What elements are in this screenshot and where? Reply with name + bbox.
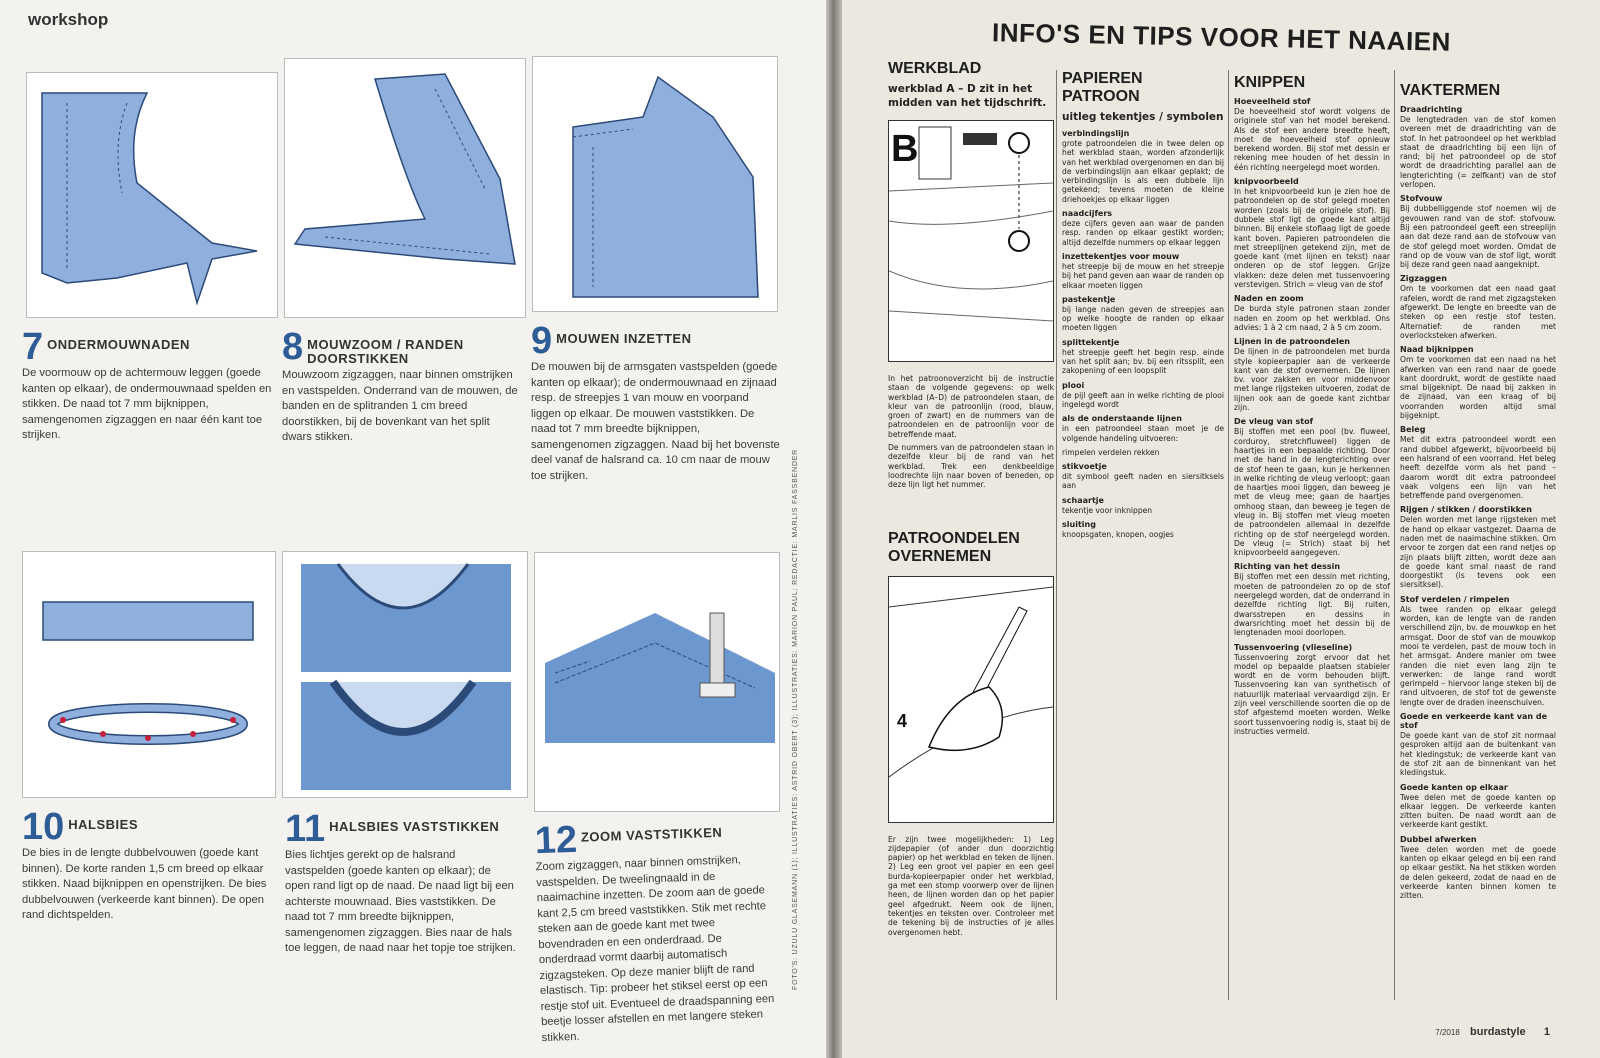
step-title: HALSBIES	[68, 817, 139, 832]
page-footer	[1435, 1026, 1558, 1038]
term-text: Twee delen worden met de goede kanten op elkaar gelegd en bij een rand op elkaar gestikt. Na het stikken worden de delen gekeerd, zodat de naad en de verkeerde kanten binnen komen te zitten.	[1400, 844, 1556, 901]
knippen-item-text: Bij stoffen met een pool (bv. fluweel, corduroy, stretchfluweel) liggen de haartjes in een bepaalde richting. Door met de hand in de lengterichting over de stof heen te gaan, kun je herkennen in welke richting de vleug verloopt: gaan de haartjes mooi liggen, dan beweeg je met de vleug mee; gaan de haartjes omhoog staan, dan beweeg je tegen de vleug in. Bij stoffen met vleug moeten de patroondelen allemaal in dezelfde richting op de stof neergelegd worden. De vleug (= Strich) staat bij het knipvoorbeeld aangegeven.	[1234, 427, 1390, 558]
section-heading: KNIPPEN	[1234, 74, 1306, 91]
knippen-item-heading: Hoeveelheid stof	[1234, 97, 1311, 106]
step-text: De voormouw op de achtermouw leggen (goede kanten op elkaar), de ondermouwnaad spelden en stikken. De naad tot 7 mm bijknippen, samengenomen zigzaggen en naar één kant toe strijken.	[22, 367, 272, 441]
column-divider	[1228, 70, 1229, 1000]
step-12	[534, 816, 782, 1046]
step-title: MOUWEN INZETTEN	[556, 331, 692, 346]
step-number: 7	[22, 326, 44, 368]
term-text: Om te voorkomen dat een naad gaat rafelen, wordt de rand met zigzagsteken afgewerkt. De lengte en breedte van de steken op een restje stof testen. Alternatief: de randen met overlocksteken afwerken.	[1400, 284, 1556, 340]
section-heading: WERKBLAD	[888, 60, 982, 77]
step-11	[285, 808, 517, 957]
term-heading: Beleg	[1400, 425, 1426, 435]
knippen-item-heading: knipvoorbeeld	[1234, 177, 1299, 187]
symbol-text: tekentje voor inknippen	[1062, 505, 1153, 515]
term-heading: Naad bijknippen	[1400, 345, 1474, 355]
term-heading: Rijgen / stikken / doorstikken	[1400, 505, 1532, 515]
step-number: 9	[531, 320, 553, 362]
step-8	[282, 326, 522, 446]
term-heading: Goede en verkeerde kant van de stof	[1400, 712, 1548, 731]
term-text: De lengtedraden van de stof komen overeen met de draadrichting van de stof. In het patroondeel op het werkblad staat de draadrichting bij een lijn of rand; bij het patroondeel op de stof wordt de draadrichting parallel aan de lengterichting (= zelfkant) van de stof verlopen.	[1400, 115, 1556, 190]
page-number: 1	[1543, 1026, 1550, 1038]
symbol-text: dit symbool geeft naden en siersitksels aan	[1062, 472, 1224, 491]
illustration-step-9	[532, 56, 778, 312]
knippen-list	[1234, 97, 1390, 736]
symbol-heading: inzettekentjes voor mouw	[1062, 251, 1180, 261]
overnemen-illustration	[888, 576, 1054, 823]
step-text: De mouwen bij de armsgaten vastspelden (goede kanten op elkaar); de ondermouwnaad en zijnaad resp. de streepjes 1 van mouw en voorpand liggen op elkaar. De mouwen vaststikken. De naad tot 7 mm breedte bijknippen, samengenomen zigzaggen. Naad bij het bovenste deel vanaf de halsrand ca. 10 cm naar de mouw toe strijken.	[531, 361, 780, 482]
knippen-item-heading: Richting van het dessin	[1234, 562, 1341, 572]
section-header: workshop	[28, 10, 109, 29]
symbol-heading: pastekentje	[1062, 294, 1116, 304]
symbol-text: de pijl geeft aan in welke richting de plooi ingelegd wordt	[1062, 390, 1224, 409]
symbol-list	[1062, 129, 1224, 539]
vaktermen-list	[1400, 105, 1556, 900]
symbol-text: bij lange naden geven de streepjes aan op welke hoogte de randen op elkaar moeten liggen	[1062, 304, 1224, 333]
illustration-step-11	[282, 551, 528, 798]
step-number: 10	[22, 806, 65, 848]
knippen-item-text: Tussenvoering zorgt ervoor dat het model op bepaalde plaatsen stabieler wordt en de vorm behouden blijft. Tussenvoering kan van synthetisch of natuurlijk materiaal vervaardigd zijn. Er zijn veel verschillende soorten die op de stof afgestemd moeten worden. Welke soort tussenvoering nodig is, staat bij de instructies vermeld.	[1234, 652, 1390, 736]
step-number: 11	[285, 808, 326, 850]
step-text: De bies in de lengte dubbelvouwen (goede kant binnen). De korte randen 1,5 cm breed op elkaar stikken. Naad bijknippen en openstrijken. De bies dubbelvouwen (verkeerde kant binnen). De open rand dichtspelden.	[22, 847, 267, 921]
symbol-heading: stikvoetje	[1062, 462, 1107, 472]
symbol-heading: naadcijfers	[1062, 209, 1113, 219]
term-text: Twee delen met de goede kanten op elkaar leggen. De verkeerde kanten zitten buiten. De naad wordt aan de verkeerde kant gestikt.	[1400, 792, 1556, 830]
symbol-text: het streepje bij de mouw en het streepje bij het pand geven aan waar de randen op elkaar moeten liggen	[1062, 261, 1225, 290]
illustration-step-12	[534, 552, 780, 812]
term-heading: Stofvouw	[1400, 194, 1443, 204]
knippen-item-heading: De vleug van stof	[1234, 417, 1314, 427]
symbol-heading: verbindingslijn	[1062, 129, 1130, 138]
column-knippen	[1234, 74, 1390, 736]
term-heading: Draadrichting	[1400, 105, 1463, 114]
term-text: Om te voorkomen dat een naad na het afwerken van een rand naar de goede kant doordrukt, wordt de gestikte naad smal bijgeknipt. De naad bij zakken in de zijnaad, van een kraag of bij voorranden worden altijd smal bijgeknipt.	[1400, 355, 1556, 421]
term-heading: Zigzaggen	[1400, 274, 1447, 284]
symbol-heading: als de onderstaande lijnen	[1062, 414, 1182, 424]
symbol-heading: plooi	[1062, 380, 1085, 390]
werkblad-illustration	[888, 120, 1054, 362]
step-text: Bies lichtjes gerekt op de halsrand vastspelden (goede kanten op elkaar); de open rand ligt op de naad. De naad ligt bij een achterste mouwnaad. Bies vaststikken. De naad tot 7 mm breedte bijknippen, samengenomen zigzaggen. Bies naar de hals toe leggen, de naad naar het topje toe strijken.	[285, 849, 516, 954]
column-vaktermen	[1400, 82, 1556, 900]
knippen-item-text: De lijnen in de patroondelen met burda style kopieerpapier aan de verkeerde kant van de stof overnemen. De lijnen bv. voor zakken en voor middenvoor met lange rijgsteken uitvoeren, zodat de lijnen ook aan de goede kant zichtbar zijn.	[1234, 347, 1390, 413]
knippen-item-text: De burda style patronen staan zonder naden en zoom op het werkblad. Ons advies: 1 à 2 cm naad, 2 à 5 cm zoom.	[1234, 304, 1390, 332]
symbol-heading: splittekentje	[1062, 337, 1120, 347]
symbol-text: het streepje geeft het begin resp. einde van het split aan; bv. bij een ritssplit, een zakopening of een loopsplit	[1062, 347, 1224, 376]
symbol-text: knoopsgaten, knopen, oogjes	[1062, 530, 1174, 540]
term-text: Delen worden met lange rijgsteken met de hand op elkaar vastgezet. Daarna de naden met de naaimachine stikken. Om ervoor te zorgen dat een rand netjes op zijn plaats blijft zitten, wordt deze aan de goede kant smal naast de rand doorgestikt (is tevens ook een siersitksel).	[1400, 515, 1556, 590]
step-title: MOUWZOOM / RANDEN DOORSTIKKEN	[307, 337, 464, 366]
werkblad-text: In het patroonoverzicht bij de instructie staan de volgende gegevens: op welk werkblad (A–D) de patroondelen staan, de kleur van de patroonlijn (rood, blauw, groen of zwart) en de nummers van de patroondelen en de patroonlijn voor de betreffende maat.	[888, 374, 1054, 439]
step-title: HALSBIES VASTSTIKKEN	[329, 819, 500, 834]
term-text: De goede kant van de stof zit normaal gesproken altijd aan de buitenkant van het kledingstuk; de verkeerde kant van de stof zit aan de binnenkant van het kledingstuk.	[1400, 731, 1556, 778]
brand-logo: burdastyle	[1470, 1026, 1526, 1038]
symbol-heading: schaartje	[1062, 495, 1104, 505]
magazine-spine	[826, 0, 842, 1058]
section-subtitle: uitleg tekentjes / symbolen	[1062, 111, 1224, 123]
symbol-text: rimpelen verdelen rekken	[1062, 447, 1160, 457]
svg-text:B: B	[891, 128, 919, 170]
svg-text:4: 4	[897, 710, 908, 731]
knippen-item-text: Bij stoffen met een dessin met richting, moeten de patroondelen zo op de stof neergelegd worden, dat de onderrand in dezelfde richting ligt. Bij ruiten, dwarsstrepen en dessins in dwarsrichting moet het dessin bij de lengtenaden mooi doorlopen.	[1234, 572, 1390, 638]
illustration-step-7	[26, 72, 278, 318]
knippen-item-heading: Naden en zoom	[1234, 294, 1304, 304]
term-heading: Dubbel afwerken	[1400, 834, 1477, 844]
column-werkblad	[888, 60, 1054, 937]
step-title: ZOOM VASTSTIKKEN	[580, 824, 723, 845]
term-text: Als twee randen op elkaar gelegd worden, kan de lengte van de randen verschillend zijn, bv. de mouwkop en het armsgat. Door de stof van de mouwkop mooi te verdelen, past de mouw toch in het armsgat. Andere manier om twee randen die niet even lang zijn te verwerken: de lange rand wordt gerimpeld – hiervoor lange steken bij de rand uitvoeren, de stof tot de gewenste lengte over de draden ineenschuiven.	[1400, 604, 1556, 707]
column-papieren-patroon	[1062, 70, 1224, 539]
knippen-item-heading: Tussenvoering (vlieseline)	[1234, 642, 1353, 652]
photo-credit: FOTO'S: UZULU GLASEMANN (1); ILLUSTRATIES: ASTRID OBERT (3); ILLUSTRATIES: MARION PAUL; REDACTIE: MARLIS FASSBENDER	[792, 448, 799, 990]
step-7	[22, 326, 272, 444]
symbol-text: deze cijfers geven aan waar de panden resp. randen op elkaar gestikt worden; altijd dezelfde nummers op elkaar leggen	[1062, 219, 1224, 247]
step-number: 8	[282, 326, 304, 368]
section-heading: VAKTERMEN	[1400, 82, 1501, 99]
right-page	[842, 0, 1600, 1058]
step-text: Zoom zigzaggen, naar binnen omstrijken, vastspelden. De tweelingnaald in de naaimachine inzetten. De zoom aan de goede kant 2,5 cm breed vaststikken. Stik met rechte steken aan de goede kant met twee bovendraden en een onderdraad. De onderdraad vormt daarbij automatisch zigzagsteken. Op deze manier blijft de rand elastisch. Tip: probeer het stiksel eerst op een restje stof uit. Eventueel de draadspanning een beetje losser afstellen en met langere steken stikken.	[535, 854, 775, 1044]
step-title: ONDERMOUWNADEN	[47, 337, 190, 352]
knippen-item-text: De hoeveelheid stof wordt volgens de originele stof van het model berekend. Als de stof een andere breedte heeft, moet de hoeveelheid stof opnieuw berekend worden. Bij stof met dessin er rekening mee houden of het dessin in één richting neergelegd moet worden.	[1234, 107, 1390, 172]
step-9	[531, 320, 781, 484]
issue-number: 7/2018	[1435, 1028, 1460, 1037]
illustration-step-10	[22, 551, 276, 798]
step-number: 12	[534, 818, 578, 863]
werkblad-text: De nummers van de patroondelen staan in dezelfde kleur bij de rand van het werkblad. Trek een denkbeeldige loodrechte lijn naar boven of beneden, op deze lijn ligt het nummer.	[888, 443, 1054, 490]
term-text: Bij dubbelliggende stof noemen wij de gevouwen rand van de stof: stofvouw. Bij een patroondeel geeft een streeplijn aan dat deze rand aan de stofvouw van de stof gelegd moet worden. Omdat de rand op de vouw van de stof ligt, wordt bij deze rand geen naad aangeknipt.	[1400, 204, 1556, 270]
overnemen-text: Er zijn twee mogelijkheden: 1) Leg zijdepapier (of ander dun doorzichtig papier) op het werkblad en teken de lijnen. 2) Leg een groot vel papier en een geel burda-kopieerpapier onder het werkblad, ga met een stomp voorwerp over de lijnen heen, de lijnen worden dan op het papier geel afgedrukt. Neem ook de lijnen, tekentjes en teksten over. Controleer met de tekening bij de instructies of je alles overgenomen hebt.	[888, 834, 1054, 937]
section-heading: PATROONDELEN OVERNEMEN	[888, 529, 1020, 565]
symbol-text: in een patroondeel staan moet je de volgende handeling uitvoeren:	[1062, 424, 1224, 443]
symbol-text: grote patroondelen die in twee delen op het werkblad staan, worden afzonderlijk van het werkblad overgenomen en dan bij de verbindingslijn aan elkaar geplakt; de verbindingslijn is als een dubbele lijn getekend; tevens moeten de kleine driehoekjes op elkaar liggen	[1062, 139, 1224, 204]
section-heading: PAPIEREN PATROON	[1062, 70, 1143, 105]
step-10	[22, 806, 272, 924]
term-heading: Goede kanten op elkaar	[1400, 782, 1508, 792]
symbol-heading: sluiting	[1062, 520, 1096, 530]
column-divider	[1056, 70, 1057, 1000]
knippen-item-text: In het knipvoorbeeld kun je zien hoe de patroondelen op de stof gelegd moeten worden (zoals bij de originele stof). Bij dubbele stof ligt de goede kant altijd binnen. Bij enkele stoflaag ligt de goede kant boven. Papieren patroondelen die met streeplijnen getekend zijn, met de goede kant (met lijnen en tekst) naar onderen op de stof leggen. Grijze vlakken: deze delen met tussenvoering verstevigen. Strich = vleug van de stof	[1234, 187, 1390, 290]
column-divider	[1394, 70, 1395, 1000]
knippen-item-heading: Lijnen in de patroondelen	[1234, 337, 1350, 347]
term-heading: Stof verdelen / rimpelen	[1400, 594, 1510, 604]
page-title: INFO'S EN TIPS VOOR HET NAAIEN	[991, 17, 1452, 57]
illustration-step-8	[284, 58, 526, 318]
term-text: Met dit extra patroondeel wordt een rand dubbel afgewerkt, bijvoorbeeld bij een halsrand of een voorrand. Het beleg heeft dezelfde vorm als het pand – daarom wordt dit extra patroondeel vaak volgens een lijn van het betreffende pand overgenomen.	[1400, 435, 1556, 501]
section-subtitle: werkblad A – D zit in het midden van het tijdschrift.	[888, 83, 1047, 109]
step-text: Mouwzoom zigzaggen, naar binnen omstrijken en vastspelden. Onderrand van de mouwen, de banden en de splitranden 1 cm breed doorstikken, bij de bovenkant van het split dwars stikken.	[282, 369, 518, 443]
